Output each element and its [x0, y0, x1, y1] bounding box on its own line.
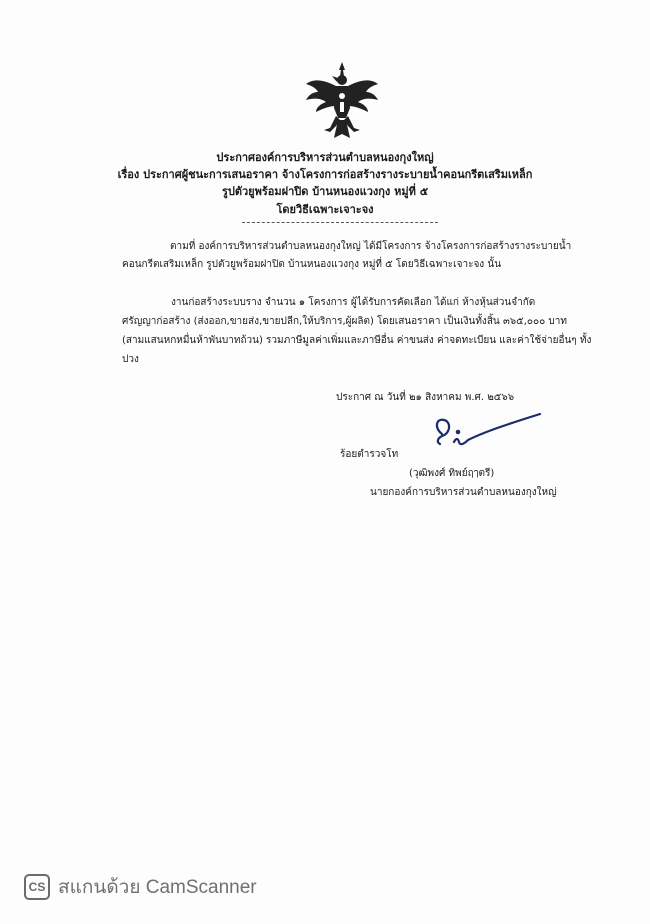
paragraph-2-line-4: ปวง — [122, 354, 139, 365]
paragraph-2-line-1: งานก่อสร้างระบบราง จำนวน ๑ โครงการ ผู้ได้รับการคัดเลือก ได้แก่ ห้างหุ้นส่วนจำกัด — [171, 297, 536, 308]
camscanner-watermark — [24, 874, 257, 900]
header-subject: เรื่อง ประกาศผู้ชนะการเสนอราคา จ้างโครงการก่อสร้างรางระบายน้ำคอนกรีตเสริมเหล็ก — [117, 168, 533, 181]
camscanner-logo-icon: CS — [24, 874, 50, 900]
signature-icon — [428, 412, 548, 458]
header-method: โดยวิธีเฉพาะเจาะจง — [276, 203, 374, 216]
paragraph-2-line-2: ศรัญญาก่อสร้าง (ส่งออก,ขายส่ง,ขายปลีก,ให้บริการ,ผู้ผลิต) โดยเสนอราคา เป็นเงินทั้งสิ้น ๓๖๕,๐๐๐ บาท — [122, 316, 567, 327]
garuda-emblem-icon — [300, 58, 384, 142]
header-divider — [242, 222, 438, 223]
announcement-date: ประกาศ ณ วันที่ ๒๑ สิงหาคม พ.ศ. ๒๕๖๖ — [336, 392, 515, 403]
signer-name: (วุฒิพงศ์ ทิพย์ฤๅตรี) — [409, 468, 495, 479]
paragraph-1-line-1: ตามที่ องค์การบริหารส่วนตำบลหนองกุงใหญ่ ได้มีโครงการ จ้างโครงการก่อสร้างรางระบายน้ำ — [170, 241, 572, 252]
paragraph-2-line-3: (สามแสนหกหมื่นห้าพันบาทถ้วน) รวมภาษีมูลค่าเพิ่มและภาษีอื่น ค่าขนส่ง ค่าจดทะเบียน และค่าใช้จ่ายอื่นๆ ทั้ง — [122, 335, 592, 346]
camscanner-watermark-text: สแกนด้วย CamScanner — [58, 877, 257, 898]
signer-rank: ร้อยตำรวจโท — [340, 449, 399, 460]
signer-position: นายกองค์การบริหารส่วนตำบลหนองกุงใหญ่ — [370, 487, 557, 498]
paragraph-1-line-2: คอนกรีตเสริมเหล็ก รูปตัวยูพร้อมฝาปิด บ้านหนองแวงกุง หมู่ที่ ๕ โดยวิธีเฉพาะเจาะจง นั้น — [122, 259, 502, 270]
header-title: ประกาศองค์การบริหารส่วนตำบลหนองกุงใหญ่ — [216, 151, 434, 164]
header-subject-continued: รูปตัวยูพร้อมฝาปิด บ้านหนองแวงกุง หมู่ที่ ๕ — [221, 185, 429, 198]
